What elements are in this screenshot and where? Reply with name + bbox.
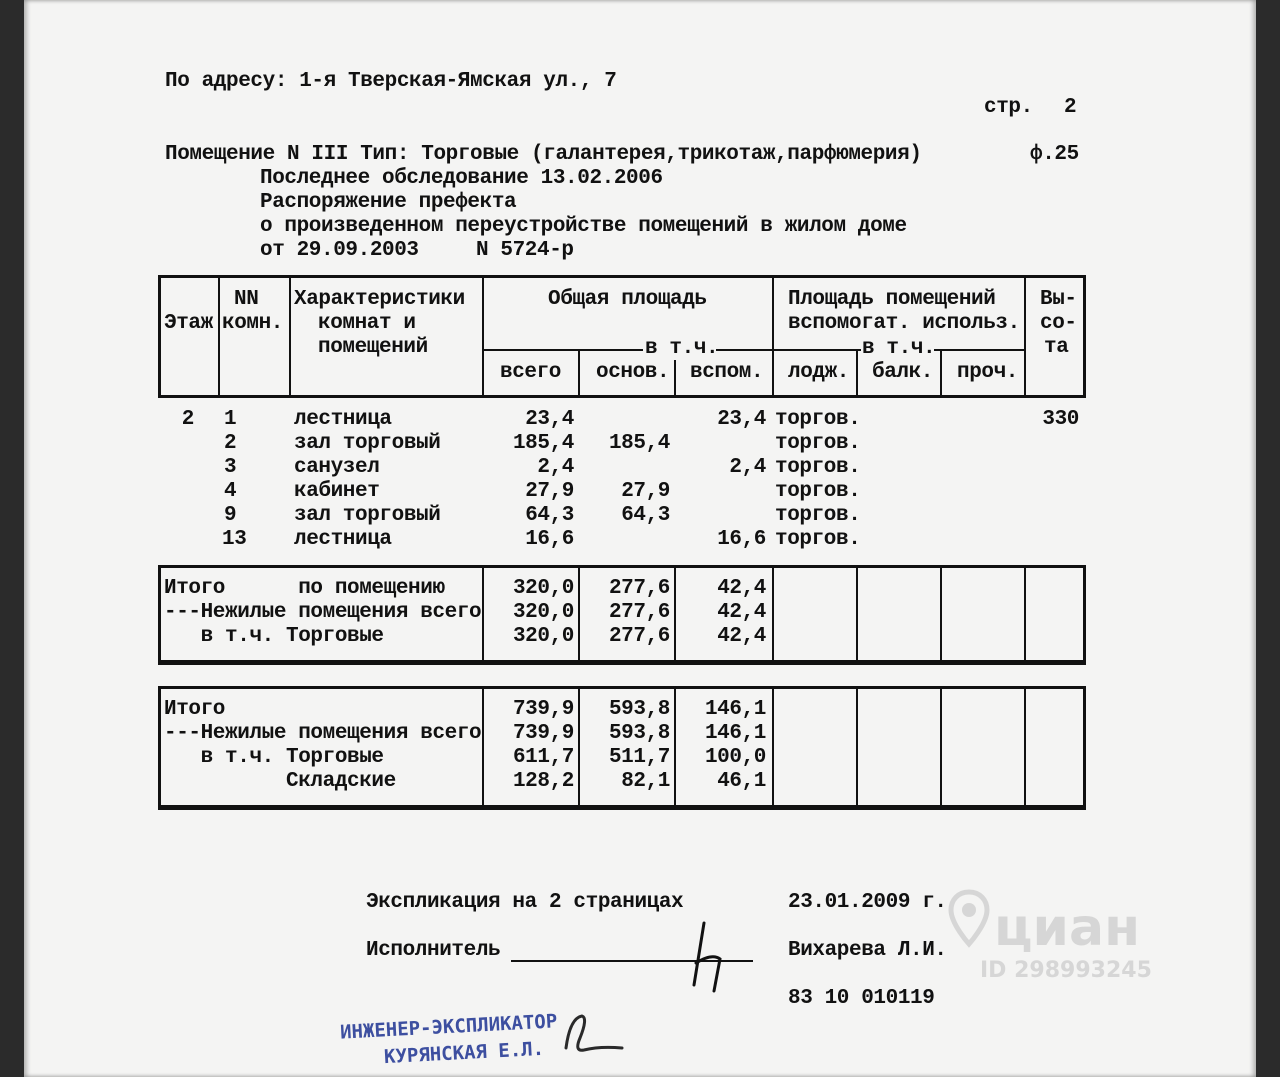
- summary2-label: ---Нежилые помещения всего: [164, 722, 482, 745]
- th-height-2: со-: [1040, 312, 1077, 335]
- th-incl-2: в т.ч.: [862, 337, 936, 360]
- row-num: 4: [224, 480, 237, 503]
- summary2-main: 511,7: [608, 746, 670, 769]
- row-name: кабинет: [294, 480, 380, 503]
- th-loggia: лодж.: [788, 361, 850, 384]
- order-number: N 5724-р: [476, 239, 574, 262]
- col-divider: [772, 276, 774, 397]
- row-total: 27,9: [525, 480, 574, 503]
- document-page: [24, 0, 1256, 1077]
- document-code: 83 10 010119: [788, 987, 935, 1010]
- summary1-main: 277,6: [608, 625, 670, 648]
- col-divider: [856, 566, 858, 660]
- summary2-main: 593,8: [608, 698, 670, 721]
- th-main: основ.: [596, 361, 670, 384]
- col-divider: [1024, 276, 1026, 397]
- row-total: 16,6: [525, 528, 574, 551]
- summary2-aux: 146,1: [704, 698, 766, 721]
- address-line: По адресу: 1-я Тверская-Ямская ул., 7: [165, 70, 617, 93]
- summary2-total: 739,9: [512, 722, 574, 745]
- col-divider: [856, 687, 858, 805]
- explication-pages: Экспликация на 2 страницах: [366, 891, 684, 914]
- summary1-label: ---Нежилые помещения всего: [164, 601, 482, 624]
- row-num: 13: [222, 528, 247, 551]
- cian-logo-icon: [946, 888, 992, 950]
- col-divider: [482, 276, 484, 397]
- row-floor: 2: [181, 408, 194, 431]
- last-survey: Последнее обследование 13.02.2006: [260, 167, 663, 190]
- row-purpose: торгов.: [775, 456, 861, 479]
- sub-divider: [483, 349, 643, 351]
- row-num: 2: [224, 432, 237, 455]
- summary1-main: 277,6: [608, 577, 670, 600]
- th-nn-1: NN: [234, 288, 259, 311]
- th-floor: Этаж: [164, 312, 213, 335]
- stamp-signature-icon: [560, 1008, 632, 1058]
- row-purpose: торгов.: [775, 528, 861, 551]
- th-aux: вспом.: [690, 361, 764, 384]
- summary2-total: 611,7: [512, 746, 574, 769]
- summary1-label: в т.ч. Торговые: [164, 625, 384, 648]
- row-purpose: торгов.: [775, 480, 861, 503]
- form-number: ф.25: [1030, 143, 1079, 166]
- th-chars-1: Характеристики: [294, 288, 465, 311]
- page-number: 2: [1064, 96, 1077, 119]
- col-divider: [856, 350, 858, 397]
- summary1-total: 320,0: [512, 601, 574, 624]
- th-balcony: балк.: [872, 361, 934, 384]
- col-divider: [772, 566, 774, 660]
- order-title: Распоряжение префекта: [260, 191, 517, 214]
- document-date: 23.01.2009 г.: [788, 891, 947, 914]
- sub-divider: [773, 349, 861, 351]
- stamp-line-1: ИНЖЕНЕР-ЭКСПЛИКАТОР: [339, 1010, 558, 1044]
- row-num: 3: [224, 456, 237, 479]
- col-divider: [940, 350, 942, 397]
- row-total: 185,4: [512, 432, 574, 455]
- th-incl: в т.ч.: [645, 337, 719, 360]
- row-total: 2,4: [537, 456, 574, 479]
- executor-name: Вихарева Л.И.: [788, 939, 947, 962]
- row-num: 1: [224, 408, 237, 431]
- summary2-main: 593,8: [608, 722, 670, 745]
- th-aux-area-2: вспомогат. использ.: [788, 312, 1020, 335]
- th-nn-2: комн.: [222, 312, 284, 335]
- col-divider: [578, 350, 580, 397]
- col-divider: [940, 687, 942, 805]
- col-divider: [1024, 687, 1026, 805]
- th-chars-2: комнат и: [318, 312, 416, 335]
- summary1-label: Итого по помещению: [164, 577, 445, 600]
- page-label: стр.: [984, 96, 1033, 119]
- sub-divider: [934, 349, 1024, 351]
- premises-line: Помещение N III Тип: Торговые (галантерея,трикотаж,парфюмерия): [165, 143, 922, 166]
- row-name: лестница: [294, 408, 392, 431]
- row-aux: 2,4: [729, 456, 766, 479]
- row-height: 330: [1042, 408, 1079, 431]
- summary2-main: 82,1: [621, 770, 670, 793]
- th-aux-area-1: Площадь помещений: [788, 288, 996, 311]
- row-name: санузел: [294, 456, 380, 479]
- row-total: 23,4: [525, 408, 574, 431]
- summary2-total: 739,9: [512, 698, 574, 721]
- col-divider: [772, 687, 774, 805]
- col-divider: [940, 566, 942, 660]
- row-main: 27,9: [621, 480, 670, 503]
- row-purpose: торгов.: [775, 432, 861, 455]
- summary1-aux: 42,4: [717, 577, 766, 600]
- th-total-area: Общая площадь: [548, 288, 707, 311]
- row-purpose: торгов.: [775, 504, 861, 527]
- row-aux: 23,4: [717, 408, 766, 431]
- watermark-id: ID 298993245: [980, 958, 1152, 983]
- order-subject: о произведенном переустройстве помещений в жилом доме: [260, 215, 907, 238]
- col-divider: [289, 276, 291, 397]
- sub-divider: [716, 349, 772, 351]
- row-main: 185,4: [608, 432, 670, 455]
- col-divider: [1024, 566, 1026, 660]
- summary2-label: Складские: [164, 770, 396, 793]
- th-height-3: та: [1044, 336, 1069, 359]
- summary2-aux: 100,0: [704, 746, 766, 769]
- executor-label: Исполнитель: [366, 939, 501, 962]
- summary1-main: 277,6: [608, 601, 670, 624]
- watermark-brand: циан: [994, 898, 1140, 958]
- th-total: всего: [500, 361, 562, 384]
- stamp-line-2: КУРЯНСКАЯ Е.Л.: [383, 1037, 545, 1069]
- row-name: лестница: [294, 528, 392, 551]
- summary1-total: 320,0: [512, 625, 574, 648]
- summary2-label: Итого: [164, 698, 226, 721]
- th-chars-3: помещений: [318, 336, 428, 359]
- col-divider: [674, 360, 676, 397]
- row-name: зал торговый: [294, 504, 441, 527]
- summary2-label: в т.ч. Торговые: [164, 746, 384, 769]
- summary1-aux: 42,4: [717, 601, 766, 624]
- summary2-aux: 46,1: [717, 770, 766, 793]
- row-total: 64,3: [525, 504, 574, 527]
- summary2-aux: 146,1: [704, 722, 766, 745]
- order-date: от 29.09.2003: [260, 239, 419, 262]
- row-purpose: торгов.: [775, 408, 861, 431]
- row-aux: 16,6: [717, 528, 766, 551]
- row-main: 64,3: [621, 504, 670, 527]
- col-divider: [218, 276, 220, 397]
- row-num: 9: [224, 504, 237, 527]
- summary2-total: 128,2: [512, 770, 574, 793]
- th-height-1: Вы-: [1040, 288, 1077, 311]
- th-other: проч.: [957, 361, 1019, 384]
- summary1-aux: 42,4: [717, 625, 766, 648]
- summary1-total: 320,0: [512, 577, 574, 600]
- row-name: зал торговый: [294, 432, 441, 455]
- signature-icon: [664, 915, 754, 995]
